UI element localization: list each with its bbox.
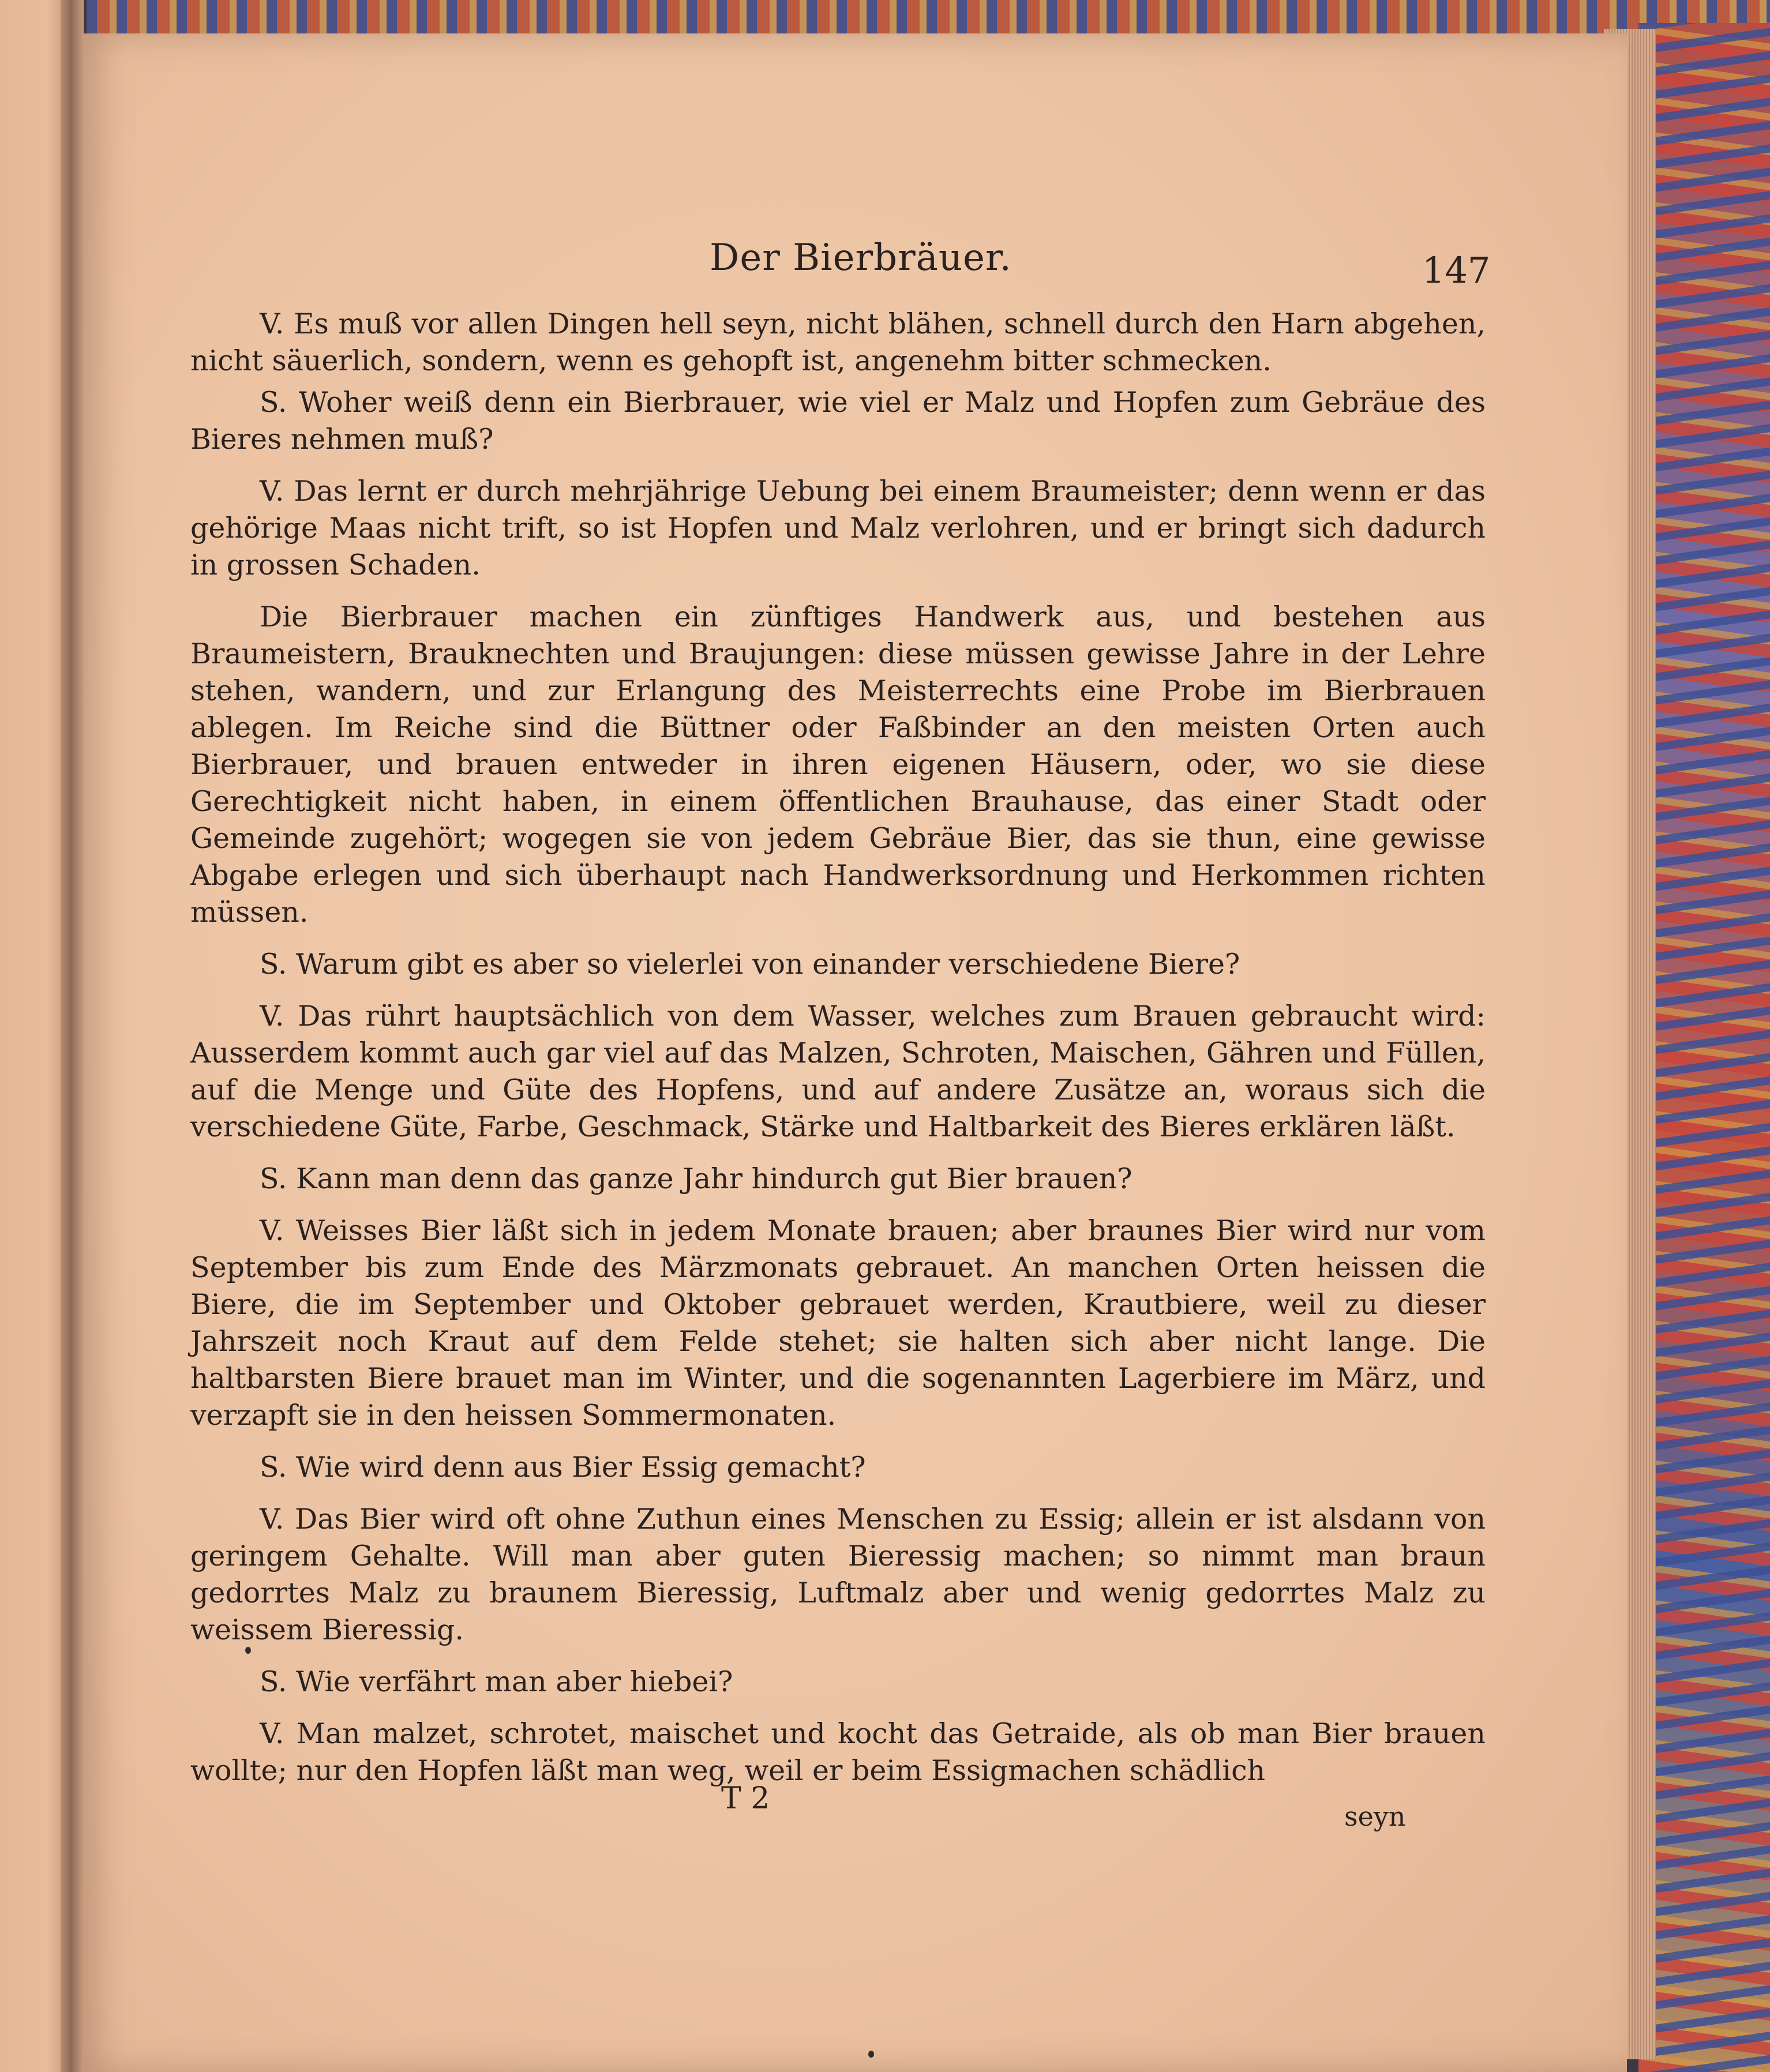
paragraph: V. Das Bier wird oft ohne Zuthun eines Menschen zu Essig; allein er ist alsdann von geringem Gehalte. Will man aber guten Bieressig machen; so nimmt man braun gedorrtes Malz zu braunem Bieressig, Luftmalz aber und wenig gedorrtes Malz zu weissem Bieressig. <box>190 1503 1486 1646</box>
paper-speck <box>245 1647 251 1654</box>
catchword: seyn <box>1344 1801 1406 1832</box>
paragraph: V. Es muß vor allen Dingen hell seyn, nicht blähen, schnell durch den Harn abgehen, nicht säuerlich, sondern, wenn es gehopft ist, angenehm bitter schmecken. <box>190 307 1486 377</box>
paragraph: S. Kann man denn das ganze Jahr hindurch gut Bier brauen? <box>260 1162 1132 1195</box>
paragraph: S. Woher weiß denn ein Bierbrauer, wie viel er Malz und Hopfen zum Gebräue des Bieres nehmen muß? <box>190 386 1486 456</box>
book-gutter <box>61 0 84 2072</box>
page-number: 147 <box>1422 249 1491 291</box>
page-body <box>190 306 1486 1794</box>
paragraph: S. Warum gibt es aber so vielerlei von einander verschiedene Biere? <box>260 948 1240 981</box>
paragraph: Die Bierbrauer machen ein zünftiges Handwerk aus, und bestehen aus Braumeistern, Brauknechten und Braujungen: diese müssen gewisse Jahre in der Lehre stehen, wandern, und zur Erlangung des Meisterrechts eine Probe im Bierbrauen ablegen. Im Reiche sind die Büttner oder Faßbinder an den meisten Orten auch Bierbrauer, und brauen entweder in ihren eigenen Häusern, oder, wo sie diese Gerechtigkeit nicht haben, in einem öffentlichen Brauhause, das einer Stadt oder Gemeinde zugehört; wogegen sie von jedem Gebräue Bier, das sie thun, eine gewisse Abgabe erlegen und sich überhaupt nach Handwerksordnung und Herkommen richten müssen. <box>190 600 1486 929</box>
paper-speck <box>868 2051 874 2058</box>
paragraph: S. Wie verfährt man aber hiebei? <box>260 1665 733 1698</box>
marbled-top-edge <box>87 0 1770 36</box>
left-page-edge <box>0 0 68 2072</box>
paragraph: V. Das rührt hauptsächlich von dem Wasser, welches zum Brauen gebraucht wird: Ausserdem kommt auch gar viel auf das Malzen, Schroten, Maischen, Gähren und Füllen, auf die Menge und Güte des Hopfens, und auf andere Zusätze an, woraus sich die verschiedene Güte, Farbe, Geschmack, Stärke und Haltbarkeit des Bieres erklären läßt. <box>190 1000 1486 1143</box>
paragraph: V. Weisses Bier läßt sich in jedem Monate brauen; aber braunes Bier wird nur vom September bis zum Ende des Märzmonats gebrauet. An manchen Orten heissen die Biere, die im September und Oktober gebrauet werden, Krautbiere, weil zu dieser Jahrszeit noch Kraut auf dem Felde stehet; sie halten sich aber nicht lange. Die haltbarsten Biere brauet man im Winter, und die sogenannten Lagerbiere im März, und verzapft sie in den heissen Sommermonaten. <box>190 1214 1486 1432</box>
paragraph: S. Wie wird denn aus Bier Essig gemacht? <box>260 1451 866 1484</box>
marbled-fore-edge <box>1638 23 1770 2072</box>
signature-mark: T 2 <box>721 1781 770 1816</box>
paragraph: V. Man malzet, schrotet, maischet und kocht das Getraide, als ob man Bier brauen wollte; nur den Hopfen läßt man weg, weil er beim Essigmachen schädlich <box>190 1717 1486 1787</box>
running-title: Der Bierbräuer. <box>710 237 1012 279</box>
paragraph: V. Das lernt er durch mehrjährige Uebung bei einem Braumeister; denn wenn er das gehörige Maas nicht trift, so ist Hopfen und Malz verlohren, und er bringt sich dadurch in grossen Schaden. <box>190 475 1486 581</box>
